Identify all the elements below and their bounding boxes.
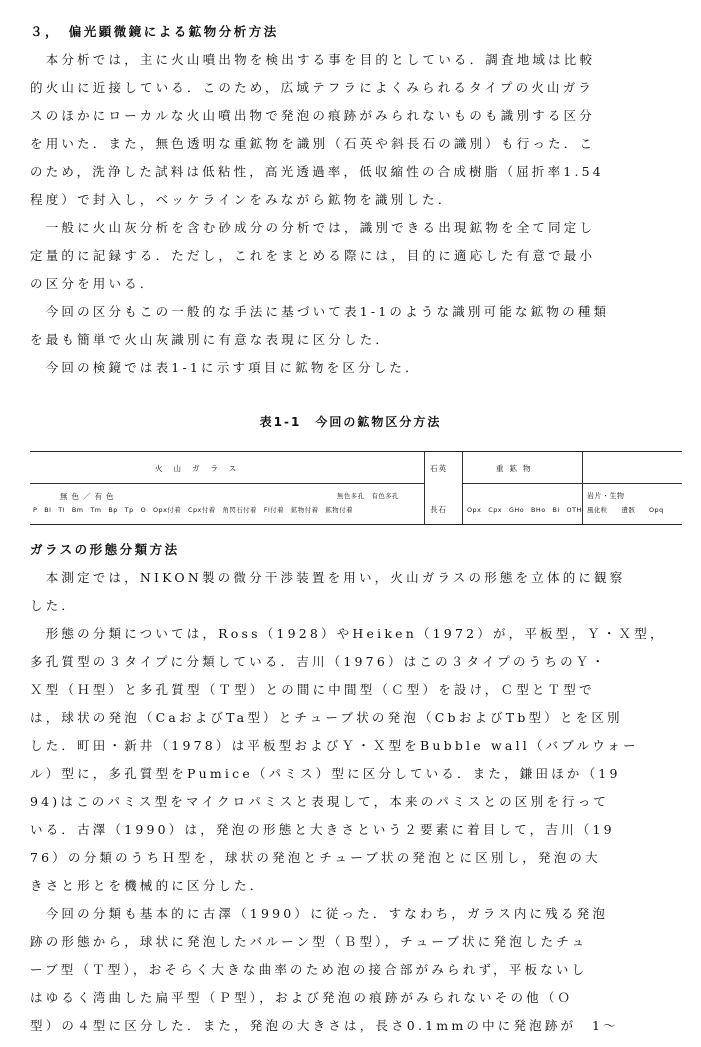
heavy-mineral-header: 重鉱物 — [496, 464, 537, 473]
paragraph-line: 形態の分類については，Ross（1928）やHeiken（1972）が，平板型，Ｙ・Ｘ型， — [30, 626, 666, 641]
other-top-label: 岩片・生物 — [587, 492, 625, 500]
paragraph-line: ル）型に，多孔質型をPumice（パミス）型に区分している．また，鎌田ほか（19 — [30, 766, 621, 781]
other-bottom-label: 風化粒 遺骸 Opq — [587, 506, 664, 514]
heavy-codes: Opx Cpx GHo BHo Bi OTH — [467, 506, 582, 514]
paragraph-line: きさと形とを機械的に区分した． — [30, 878, 266, 893]
paragraph-line: した． — [30, 598, 78, 613]
quartz-code: 長石 — [430, 505, 447, 514]
paragraph-line: 76）の分類のうちＨ型を，球状の発泡とチューブ状の発泡とに区別し，発泡の大 — [30, 850, 601, 865]
paragraph-line: 94)はこのパミス型をマイクロパミスと表現して，本来のパミスとの区別を行って — [30, 794, 610, 809]
paragraph-line: 本分析では，主に火山噴出物を検出する事を目的としている．調査地域は比較 — [30, 52, 596, 67]
paragraph-line: 一般に火山灰分析を含む砂成分の分析では，識別できる出現鉱物を全て同定し — [30, 220, 596, 235]
paragraph-line: Ｘ型（Ｈ型）と多孔質型（Ｔ型）との間に中間型（Ｃ型）を設け，Ｃ型とＴ型で — [30, 682, 595, 697]
glass-header: 火山ガラス — [155, 464, 248, 473]
paragraph-line: の区分を用いる． — [30, 276, 156, 291]
paragraph-line: のため，洗浄した試料は低粘性，高光透過率，低収縮性の合成樹脂（屈折率1.54 — [30, 164, 604, 179]
paragraph-line: はゆるく湾曲した扁平型（Ｐ型），および発泡の痕跡がみられないその他（Ｏ — [30, 990, 574, 1005]
mineral-classification-table — [30, 451, 682, 525]
paragraph-line: 多孔質型の３タイプに分類している．吉川（1976）はこの３タイプのうちのＹ・ — [30, 654, 608, 669]
glass-codes: P Bl Tl Bm Tm Bp Tp O Opx付着 Cpx付着 角閃石付着 Fl付着 鉱物付着 鉱物付着 — [33, 506, 353, 514]
paragraph-line: 跡の形態から，球状に発泡したバルーン型（Ｂ型），チューブ状に発泡したチュ — [30, 934, 588, 949]
section2-title: ガラスの形態分類方法 — [30, 542, 180, 557]
colorless-colored-label: 無色／有色 — [60, 492, 118, 501]
paragraph-line: 的火山に近接している．このため，広域テフラによくみられるタイプの火山ガラ — [30, 80, 595, 95]
quartz-header: 石英 — [430, 464, 447, 473]
glass-multi-label: 無色多孔 有色多孔 — [337, 492, 400, 500]
paragraph-line: を用いた．また，無色透明な重鉱物を識別（石英や斜長石の識別）も行った．こ — [30, 136, 596, 151]
section-title: ３， 偏光顕微鏡による鉱物分析方法 — [30, 24, 279, 39]
paragraph-line: ーブ型（Ｔ型），おそらく大きな曲率のため泡の接合部がみられず，平板ないし — [30, 962, 588, 977]
paragraph-line: スのほかにローカルな火山噴出物で発泡の痕跡がみられないものも識別する区分 — [30, 108, 595, 123]
paragraph-line: は，球状の発泡（CaおよびTa型）とチューブ状の発泡（CbおよびTb型）とを区別 — [30, 710, 623, 725]
paragraph-line: 今回の検鏡では表1-1に示す項目に鉱物を区分した． — [30, 360, 421, 375]
paragraph-line: 今回の区分もこの一般的な手法に基づいて表1-1のような識別可能な鉱物の種類 — [30, 304, 610, 319]
paragraph-line: した．町田・新井（1978）は平板型およびＹ・Ｘ型をBubble wall（バブルウォー — [30, 738, 639, 753]
paragraph-line: 程度）で封入し，ベッケラインをみながら鉱物を識別した． — [30, 192, 454, 207]
paragraph-line: いる．古澤（1990）は，発泡の形態と大きさという２要素に着目して，吉川（19 — [30, 822, 615, 837]
table-caption: 表1-1 今回の鉱物区分方法 — [259, 415, 442, 429]
paragraph-line: を最も簡単で火山灰識別に有意な表現に区分した． — [30, 332, 392, 347]
paragraph-line: 定量的に記録する．ただし，これをまとめる際には，目的に適応した有意で最小 — [30, 248, 596, 263]
paragraph-line: 今回の分類も基本的に古澤（1990）に従った．すなわち，ガラス内に残る発泡 — [30, 906, 609, 921]
paragraph-line: 型）の４型に区分した．また，発泡の大きさは，長さ0.1mmの中に発泡跡が 1〜 — [30, 1018, 619, 1033]
paragraph-line: 本測定では，NIKON製の微分干渉装置を用い，火山ガラスの形態を立体的に観察 — [30, 570, 626, 585]
